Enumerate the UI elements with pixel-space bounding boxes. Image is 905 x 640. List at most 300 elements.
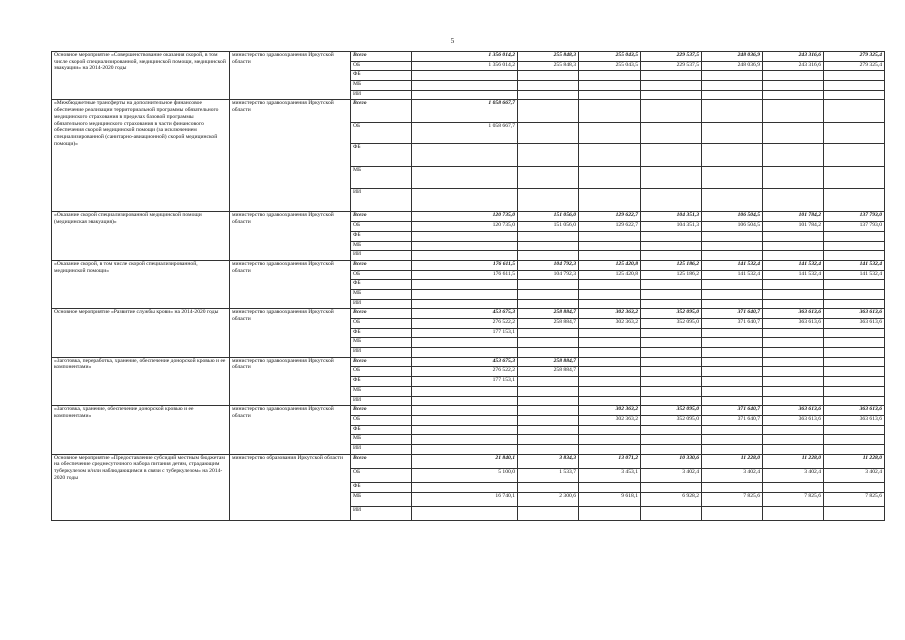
amount-cell	[641, 348, 702, 358]
amount-cell: 3 834,3	[518, 454, 579, 468]
amount-cell	[641, 299, 702, 309]
amount-cell	[763, 482, 824, 492]
amount-cell	[702, 299, 763, 309]
amount-cell	[763, 251, 824, 261]
amount-cell: 258 884,7	[518, 309, 579, 319]
amount-cell: 120 735,0	[412, 222, 518, 232]
amount-cell	[641, 90, 702, 100]
activity-description: Основное мероприятие «Предоставление субсидий местным бюджетам на обеспечение среднесуточного набора питания детям, страдающим туберкулезом и/или наблюдающимся в связи с туберкулезом» на 2014-2020 годы	[52, 454, 230, 520]
amount-cell	[641, 81, 702, 91]
amount-cell	[824, 299, 885, 309]
amount-cell	[579, 506, 641, 520]
amount-cell	[824, 386, 885, 396]
amount-cell: 229 537,5	[641, 61, 702, 71]
amount-cell	[641, 100, 702, 123]
amount-cell	[824, 435, 885, 445]
amount-cell	[641, 482, 702, 492]
amount-cell	[579, 289, 641, 299]
amount-cell	[518, 338, 579, 348]
amount-cell	[518, 100, 579, 123]
funding-source-code: ОБ	[351, 123, 412, 144]
amount-cell	[641, 377, 702, 387]
amount-cell: 276 522,2	[412, 367, 518, 377]
responsible-organization: министерство здравоохранения Иркутской области	[230, 52, 351, 100]
amount-cell: 363 613,6	[763, 415, 824, 425]
amount-cell	[579, 338, 641, 348]
amount-cell	[518, 251, 579, 261]
amount-cell: 302 363,2	[579, 309, 641, 319]
amount-cell: 371 640,7	[702, 415, 763, 425]
amount-cell	[702, 435, 763, 445]
funding-source-code: ИИ	[351, 90, 412, 100]
budget-table	[51, 51, 885, 521]
amount-cell	[518, 81, 579, 91]
amount-cell	[579, 386, 641, 396]
amount-cell	[412, 435, 518, 445]
amount-cell: 120 735,0	[412, 212, 518, 222]
table-row	[52, 406, 885, 416]
responsible-organization: министерство здравоохранения Иркутской области	[230, 100, 351, 212]
amount-cell	[412, 144, 518, 167]
amount-cell	[641, 289, 702, 299]
amount-cell: 7 825,6	[702, 492, 763, 506]
funding-source-code: МБ	[351, 167, 412, 189]
amount-cell: 141 532,4	[702, 270, 763, 280]
amount-cell: 255 043,5	[579, 52, 641, 62]
responsible-organization: министерство образования Иркутской области	[230, 454, 351, 520]
amount-cell: 1 058 667,7	[412, 100, 518, 123]
amount-cell	[824, 338, 885, 348]
amount-cell: 141 532,4	[702, 260, 763, 270]
amount-cell: 255 043,5	[579, 61, 641, 71]
amount-cell	[412, 289, 518, 299]
funding-source-code: ОБ	[351, 270, 412, 280]
funding-source-code: ИИ	[351, 506, 412, 520]
amount-cell	[641, 444, 702, 454]
amount-cell: 352 095,0	[641, 406, 702, 416]
amount-cell: 125 186,2	[641, 270, 702, 280]
amount-cell	[518, 348, 579, 358]
funding-source-code: ФБ	[351, 231, 412, 241]
amount-cell	[518, 506, 579, 520]
amount-cell	[702, 444, 763, 454]
page-number: 5	[450, 37, 455, 45]
amount-cell: 13 071,2	[579, 454, 641, 468]
amount-cell	[824, 167, 885, 189]
amount-cell	[641, 338, 702, 348]
amount-cell	[518, 144, 579, 167]
activity-description: «Межбюджетные трансферты на дополнительное финансовое обеспечение реализации территориальной программы обязательного медицинского страхования в пределах базовой программы обязательного медицинского страхования в части финансового обеспечения скорой медицинской помощи (за исключением специализированной (санитарно-авиационной) скорой медицинской помощи)»	[52, 100, 230, 212]
amount-cell	[824, 100, 885, 123]
table-row	[52, 309, 885, 319]
amount-cell: 106 504,5	[702, 222, 763, 232]
table-row	[52, 100, 885, 123]
amount-cell	[641, 280, 702, 290]
amount-cell	[702, 144, 763, 167]
amount-cell	[702, 396, 763, 406]
table-row	[52, 212, 885, 222]
responsible-organization: министерство здравоохранения Иркутской области	[230, 357, 351, 405]
amount-cell	[579, 348, 641, 358]
amount-cell	[641, 123, 702, 144]
amount-cell: 1 356 014,2	[412, 52, 518, 62]
amount-cell: 255 848,3	[518, 52, 579, 62]
amount-cell	[702, 338, 763, 348]
amount-cell	[579, 482, 641, 492]
amount-cell: 7 825,6	[763, 492, 824, 506]
amount-cell	[763, 386, 824, 396]
amount-cell	[412, 348, 518, 358]
amount-cell: 352 095,0	[641, 309, 702, 319]
amount-cell	[412, 506, 518, 520]
amount-cell	[641, 396, 702, 406]
funding-source-code: ОБ	[351, 415, 412, 425]
amount-cell: 176 611,5	[412, 260, 518, 270]
funding-source-code: ФБ	[351, 280, 412, 290]
amount-cell	[412, 241, 518, 251]
amount-cell	[412, 415, 518, 425]
funding-source-code: Всего	[351, 357, 412, 367]
amount-cell	[763, 289, 824, 299]
amount-cell	[702, 357, 763, 367]
amount-cell	[641, 189, 702, 212]
amount-cell	[579, 251, 641, 261]
amount-cell	[824, 328, 885, 338]
amount-cell: 258 884,7	[518, 357, 579, 367]
funding-source-code: ФБ	[351, 377, 412, 387]
amount-cell	[702, 482, 763, 492]
amount-cell: 352 095,0	[641, 319, 702, 329]
amount-cell	[518, 71, 579, 81]
amount-cell	[579, 435, 641, 445]
amount-cell	[518, 289, 579, 299]
amount-cell	[763, 90, 824, 100]
amount-cell	[579, 367, 641, 377]
activity-description: «Заготовка, хранение, обеспечение донорской кровью и ее компонентами»	[52, 406, 230, 454]
amount-cell: 9 618,1	[579, 492, 641, 506]
amount-cell	[763, 231, 824, 241]
funding-source-code: МБ	[351, 241, 412, 251]
amount-cell	[763, 338, 824, 348]
amount-cell	[641, 167, 702, 189]
amount-cell: 243 316,6	[763, 52, 824, 62]
amount-cell: 363 613,6	[763, 406, 824, 416]
amount-cell	[579, 328, 641, 338]
amount-cell	[579, 357, 641, 367]
amount-cell: 141 532,4	[824, 270, 885, 280]
amount-cell	[412, 299, 518, 309]
funding-source-code: ИИ	[351, 396, 412, 406]
amount-cell	[763, 367, 824, 377]
amount-cell	[412, 386, 518, 396]
table-row	[52, 357, 885, 367]
amount-cell: 363 613,6	[824, 309, 885, 319]
amount-cell: 3 453,1	[579, 468, 641, 482]
amount-cell: 1 356 014,2	[412, 61, 518, 71]
amount-cell: 5 100,0	[412, 468, 518, 482]
funding-source-code: ОБ	[351, 319, 412, 329]
amount-cell: 1 533,7	[518, 468, 579, 482]
amount-cell: 3 402,4	[763, 468, 824, 482]
funding-source-code: ОБ	[351, 468, 412, 482]
amount-cell: 1 058 667,7	[412, 123, 518, 144]
amount-cell: 302 363,2	[579, 319, 641, 329]
amount-cell: 151 056,0	[518, 212, 579, 222]
amount-cell	[824, 90, 885, 100]
amount-cell	[824, 367, 885, 377]
amount-cell	[518, 425, 579, 435]
responsible-organization: министерство здравоохранения Иркутской области	[230, 309, 351, 357]
amount-cell: 176 611,5	[412, 270, 518, 280]
amount-cell	[763, 348, 824, 358]
amount-cell	[579, 241, 641, 251]
amount-cell: 258 884,7	[518, 319, 579, 329]
funding-source-code: ФБ	[351, 328, 412, 338]
amount-cell: 371 640,7	[702, 319, 763, 329]
activity-description: «Оказание скорой специализированной медицинской помощи (медицинская эвакуация)»	[52, 212, 230, 260]
amount-cell	[641, 386, 702, 396]
funding-source-code: Всего	[351, 454, 412, 468]
amount-cell	[763, 81, 824, 91]
amount-cell	[412, 71, 518, 81]
amount-cell	[518, 406, 579, 416]
amount-cell	[641, 435, 702, 445]
funding-source-code: ФБ	[351, 144, 412, 167]
amount-cell	[641, 357, 702, 367]
amount-cell	[763, 71, 824, 81]
amount-cell: 363 613,6	[824, 406, 885, 416]
amount-cell	[763, 444, 824, 454]
amount-cell: 21 840,1	[412, 454, 518, 468]
amount-cell: 371 640,7	[702, 406, 763, 416]
amount-cell	[824, 425, 885, 435]
funding-source-code: ИИ	[351, 444, 412, 454]
amount-cell	[412, 444, 518, 454]
amount-cell	[412, 90, 518, 100]
funding-source-code: ФБ	[351, 425, 412, 435]
funding-source-code: МБ	[351, 386, 412, 396]
amount-cell: 125 186,2	[641, 260, 702, 270]
amount-cell: 2 300,6	[518, 492, 579, 506]
amount-cell	[824, 289, 885, 299]
amount-cell	[702, 189, 763, 212]
amount-cell: 129 622,7	[579, 212, 641, 222]
amount-cell	[824, 71, 885, 81]
funding-source-code: Всего	[351, 406, 412, 416]
amount-cell: 104 351,3	[641, 222, 702, 232]
amount-cell: 302 363,2	[579, 406, 641, 416]
amount-cell	[412, 81, 518, 91]
amount-cell	[763, 241, 824, 251]
amount-cell	[702, 377, 763, 387]
amount-cell	[824, 241, 885, 251]
amount-cell	[763, 100, 824, 123]
funding-source-code: МБ	[351, 338, 412, 348]
amount-cell	[702, 100, 763, 123]
funding-source-code: Всего	[351, 260, 412, 270]
funding-source-code: ФБ	[351, 71, 412, 81]
activity-description: Основное мероприятие «Развитие службы крови» на 2014-2020 годы	[52, 309, 230, 357]
amount-cell	[702, 81, 763, 91]
amount-cell	[579, 189, 641, 212]
amount-cell	[518, 328, 579, 338]
activity-description: «Заготовка, переработка, хранение, обеспечение донорской кровью и ее компонентами»	[52, 357, 230, 405]
funding-source-code: Всего	[351, 212, 412, 222]
amount-cell	[824, 506, 885, 520]
amount-cell	[641, 231, 702, 241]
amount-cell	[824, 280, 885, 290]
amount-cell	[763, 144, 824, 167]
amount-cell: 101 784,2	[763, 212, 824, 222]
amount-cell	[518, 444, 579, 454]
amount-cell	[641, 144, 702, 167]
responsible-organization: министерство здравоохранения Иркутской области	[230, 406, 351, 454]
amount-cell: 248 036,9	[702, 52, 763, 62]
amount-cell: 137 793,0	[824, 212, 885, 222]
amount-cell	[763, 189, 824, 212]
amount-cell	[641, 367, 702, 377]
amount-cell	[518, 415, 579, 425]
amount-cell	[702, 90, 763, 100]
amount-cell	[702, 386, 763, 396]
amount-cell	[412, 251, 518, 261]
amount-cell: 11 228,0	[763, 454, 824, 468]
amount-cell	[579, 425, 641, 435]
amount-cell: 453 675,3	[412, 357, 518, 367]
amount-cell	[579, 123, 641, 144]
amount-cell	[518, 167, 579, 189]
amount-cell: 371 640,7	[702, 309, 763, 319]
amount-cell: 177 153,1	[412, 377, 518, 387]
amount-cell	[518, 241, 579, 251]
amount-cell: 453 675,3	[412, 309, 518, 319]
amount-cell	[518, 231, 579, 241]
amount-cell	[702, 251, 763, 261]
amount-cell: 137 793,0	[824, 222, 885, 232]
amount-cell	[824, 377, 885, 387]
amount-cell	[579, 100, 641, 123]
amount-cell	[641, 241, 702, 251]
amount-cell: 255 848,3	[518, 61, 579, 71]
activity-description: Основное мероприятие «Совершенствование оказания скорой, в том числе скорой специализированной, медицинской помощи, медицинской эвакуации» на 2014-2020 годы	[52, 52, 230, 100]
amount-cell: 101 784,2	[763, 222, 824, 232]
amount-cell	[412, 167, 518, 189]
amount-cell	[641, 71, 702, 81]
amount-cell	[702, 328, 763, 338]
amount-cell: 3 402,4	[824, 468, 885, 482]
amount-cell	[641, 425, 702, 435]
amount-cell	[763, 377, 824, 387]
funding-source-code: ОБ	[351, 61, 412, 71]
amount-cell: 3 402,4	[641, 468, 702, 482]
amount-cell	[518, 123, 579, 144]
amount-cell	[824, 144, 885, 167]
amount-cell: 363 613,6	[824, 415, 885, 425]
amount-cell: 106 504,5	[702, 212, 763, 222]
funding-source-code: МБ	[351, 492, 412, 506]
table-row	[52, 52, 885, 62]
amount-cell: 125 420,8	[579, 260, 641, 270]
amount-cell: 279 325,4	[824, 61, 885, 71]
amount-cell	[763, 123, 824, 144]
amount-cell	[518, 90, 579, 100]
amount-cell: 104 792,3	[518, 260, 579, 270]
amount-cell	[412, 406, 518, 416]
amount-cell: 6 928,2	[641, 492, 702, 506]
amount-cell	[518, 396, 579, 406]
funding-source-code: Всего	[351, 100, 412, 123]
funding-source-code: ИИ	[351, 348, 412, 358]
amount-cell	[824, 231, 885, 241]
amount-cell: 141 532,4	[763, 260, 824, 270]
amount-cell: 243 316,6	[763, 61, 824, 71]
funding-source-code: ИИ	[351, 189, 412, 212]
amount-cell	[412, 396, 518, 406]
amount-cell	[763, 328, 824, 338]
amount-cell: 11 228,0	[824, 454, 885, 468]
amount-cell	[579, 90, 641, 100]
amount-cell: 104 792,3	[518, 270, 579, 280]
amount-cell	[579, 144, 641, 167]
amount-cell	[824, 396, 885, 406]
amount-cell	[518, 377, 579, 387]
amount-cell: 363 613,6	[763, 309, 824, 319]
amount-cell	[518, 189, 579, 212]
amount-cell	[579, 377, 641, 387]
amount-cell	[702, 71, 763, 81]
amount-cell	[641, 328, 702, 338]
amount-cell: 279 325,4	[824, 52, 885, 62]
amount-cell: 10 330,6	[641, 454, 702, 468]
amount-cell: 302 363,2	[579, 415, 641, 425]
amount-cell: 7 825,6	[824, 492, 885, 506]
amount-cell	[641, 506, 702, 520]
funding-source-code: МБ	[351, 289, 412, 299]
amount-cell	[702, 123, 763, 144]
amount-cell	[763, 396, 824, 406]
amount-cell: 151 056,0	[518, 222, 579, 232]
amount-cell	[579, 81, 641, 91]
amount-cell	[824, 482, 885, 492]
responsible-organization: министерство здравоохранения Иркутской области	[230, 212, 351, 260]
amount-cell	[641, 251, 702, 261]
amount-cell: 16 740,1	[412, 492, 518, 506]
amount-cell	[702, 506, 763, 520]
amount-cell: 141 532,4	[763, 270, 824, 280]
amount-cell	[412, 231, 518, 241]
amount-cell: 141 532,4	[824, 260, 885, 270]
amount-cell	[412, 280, 518, 290]
amount-cell: 177 153,1	[412, 328, 518, 338]
amount-cell	[412, 338, 518, 348]
funding-source-code: Всего	[351, 309, 412, 319]
amount-cell	[412, 482, 518, 492]
amount-cell	[763, 506, 824, 520]
amount-cell	[824, 444, 885, 454]
amount-cell	[702, 231, 763, 241]
amount-cell	[412, 425, 518, 435]
amount-cell: 276 522,2	[412, 319, 518, 329]
amount-cell	[702, 367, 763, 377]
amount-cell: 104 351,3	[641, 212, 702, 222]
amount-cell	[579, 280, 641, 290]
funding-source-code: ИИ	[351, 251, 412, 261]
amount-cell: 229 537,5	[641, 52, 702, 62]
amount-cell	[763, 280, 824, 290]
amount-cell	[702, 348, 763, 358]
amount-cell	[579, 231, 641, 241]
amount-cell	[824, 189, 885, 212]
